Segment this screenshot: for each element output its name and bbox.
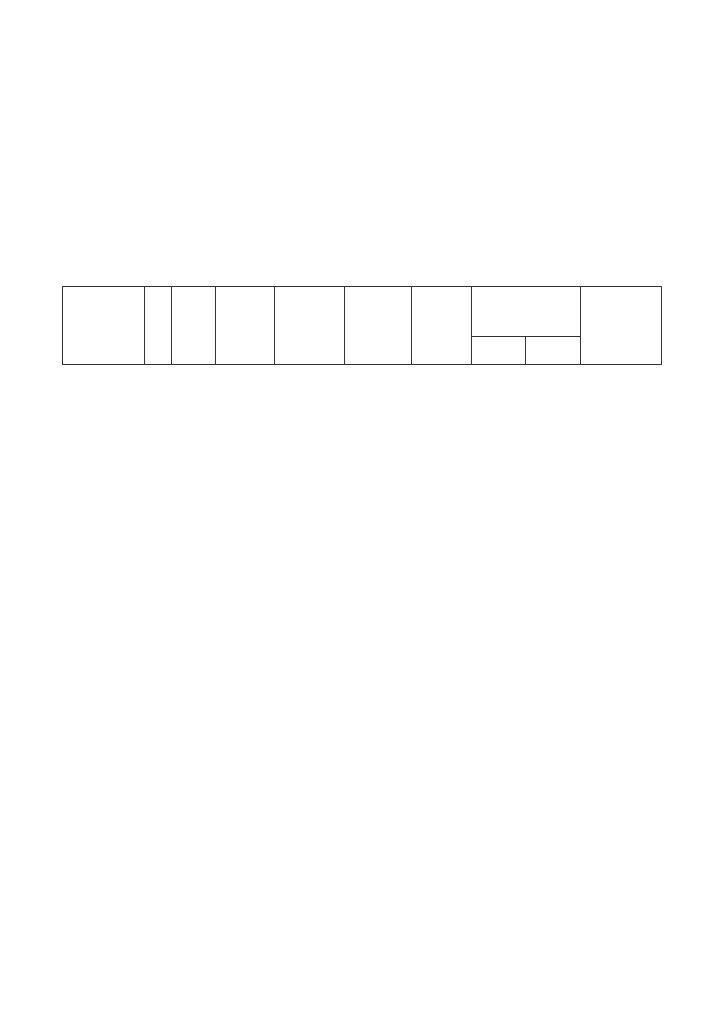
header-spec	[63, 287, 145, 365]
header-tenacity-cv	[345, 287, 412, 365]
header-density-cv	[216, 287, 275, 365]
header-harmful-faults	[472, 337, 526, 365]
paragraph-5-2-2	[62, 226, 108, 240]
header-twist-cv	[581, 287, 662, 365]
spec-table	[62, 286, 662, 365]
header-total-faults	[526, 337, 581, 365]
paragraph-5-2-1	[62, 206, 108, 220]
header-evenness-cv	[412, 287, 472, 365]
section-heading	[62, 180, 92, 194]
paragraph-5-1-3	[62, 148, 108, 162]
header-yarn-faults	[472, 287, 581, 337]
header-density-deviation	[172, 287, 216, 365]
paragraph-5-1-2	[62, 128, 108, 142]
header-grade	[145, 287, 172, 365]
header-tenacity	[275, 287, 345, 365]
